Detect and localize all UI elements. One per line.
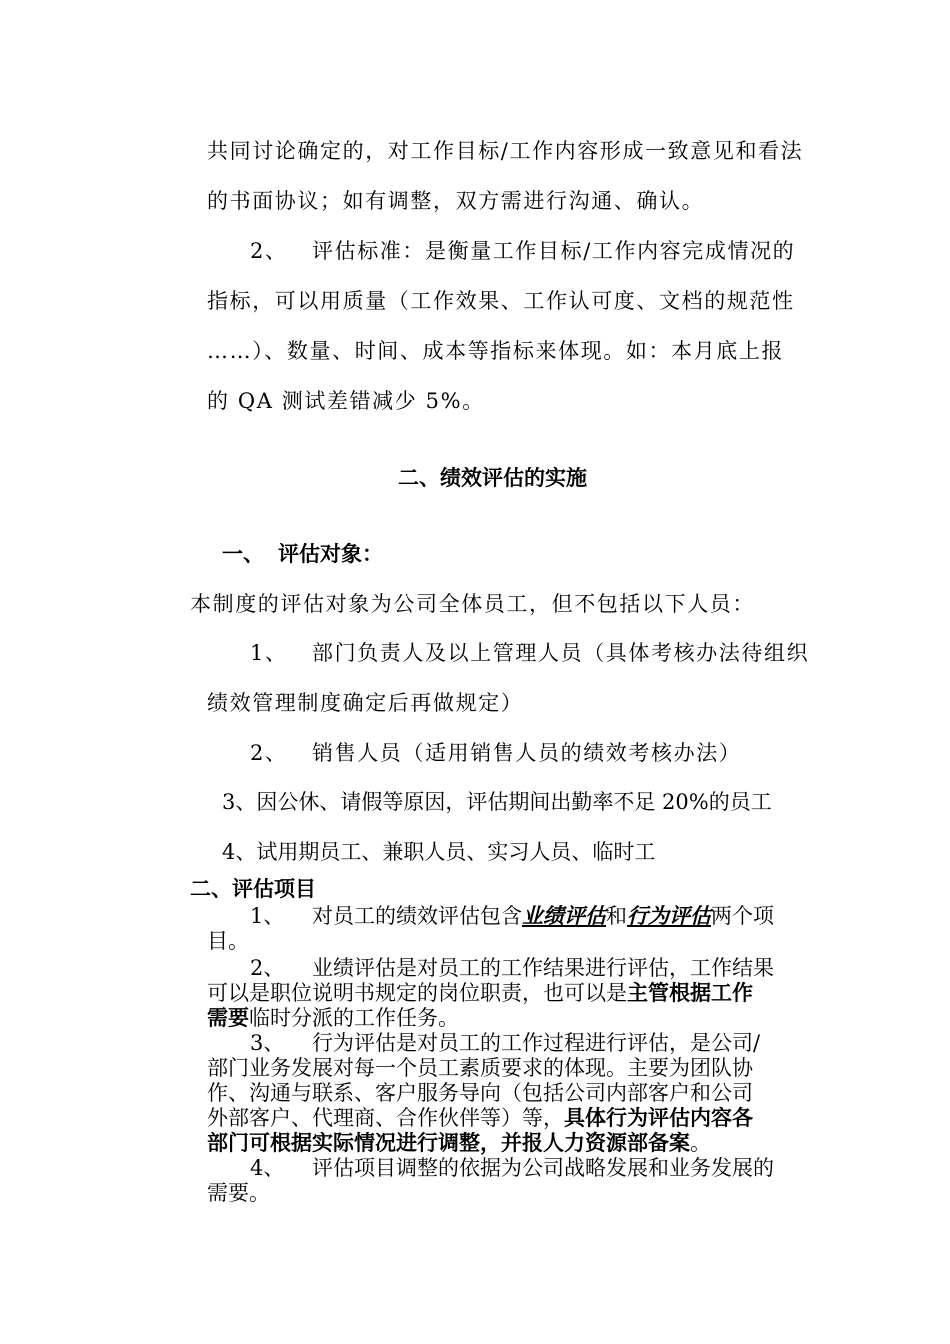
list-number: 2、 (250, 741, 288, 765)
paragraph-line (207, 1006, 459, 1030)
paragraph-line: 作、沟通与联系、客户服务导向（包括公司内部客户和公司 (207, 1081, 753, 1105)
list-number: 2、 (250, 239, 288, 263)
list-number: 2、 (250, 956, 285, 980)
paragraph-line: 指标，可以用质量（工作效果、工作认可度、文档的规范性 (207, 289, 795, 313)
paragraph-line (207, 1106, 753, 1130)
list-number: 3、 (250, 1031, 285, 1055)
list-text: 部门负责人及以上管理人员（具体考核办法待组织 (312, 641, 810, 665)
text: 。 (690, 1131, 711, 1155)
list-item-2 (250, 239, 795, 263)
list-item-3: 3、因公休、请假等原因，评估期间出勤率不足 20%的员工 (222, 790, 772, 814)
subsection-heading (222, 542, 383, 566)
list-item-4: 4、试用期员工、兼职人员、实习人员、临时工 (222, 840, 656, 864)
list-item-1 (250, 641, 809, 665)
list-text: 评估项目调整的依据为公司战略发展和业务发展的 (312, 1156, 774, 1180)
list-item-2 (250, 741, 741, 765)
list-text: 业绩评估是对员工的工作结果进行评估，工作结果 (312, 956, 774, 980)
paragraph-line: 的 QA 测试差错减少 5%。 (207, 389, 485, 413)
paragraph-line: 共同讨论确定的，对工作目标/工作内容形成一致意见和看法 (207, 139, 804, 163)
bold-text: 主管根据工作 (627, 981, 753, 1005)
list-item-1 (250, 904, 774, 928)
subsection-heading: 二、评估项目 (190, 877, 316, 901)
paragraph-line (207, 981, 753, 1005)
text: 临时分派的工作任务。 (249, 1006, 459, 1030)
list-text: 两个项 (711, 904, 774, 928)
list-item-2 (250, 956, 774, 980)
emphasis-text: 行为评估 (627, 904, 711, 928)
list-number: 4、 (250, 1156, 285, 1180)
paragraph-line: 绩效管理制度确定后再做规定） (207, 691, 524, 715)
paragraph-line: 本制度的评估对象为公司全体员工，但不包括以下人员： (190, 592, 755, 616)
paragraph-line: ……）、数量、时间、成本等指标来体现。如：本月底上报 (207, 339, 785, 363)
list-item-3 (250, 1031, 760, 1055)
paragraph-line (207, 1131, 711, 1155)
list-text: 销售人员（适用销售人员的绩效考核办法） (312, 741, 742, 765)
paragraph-line: 目。 (207, 929, 249, 953)
list-number: 1、 (250, 641, 288, 665)
list-text: 和 (606, 904, 627, 928)
heading-number: 一、 (222, 542, 264, 566)
list-item-4 (250, 1156, 774, 1180)
paragraph-line: 需要。 (207, 1181, 270, 1205)
bold-text: 具体行为评估内容各 (564, 1106, 753, 1130)
emphasis-text: 业绩评估 (522, 904, 606, 928)
bold-text: 部门可根据实际情况进行调整，并报人力资源部备案 (207, 1131, 690, 1155)
list-number: 1、 (250, 904, 285, 928)
heading-text: 评估对象： (278, 542, 383, 566)
paragraph-line: 的书面协议；如有调整，双方需进行沟通、确认。 (207, 189, 705, 213)
section-title: 二、绩效评估的实施 (398, 466, 587, 490)
list-text: 对员工的绩效评估包含 (312, 904, 522, 928)
paragraph-line: 部门业务发展对每一个员工素质要求的体现。主要为团队协 (207, 1056, 753, 1080)
list-text: 评估标准：是衡量工作目标/工作内容完成情况的 (312, 239, 796, 263)
list-text: 行为评估是对员工的工作过程进行评估，是公司/ (312, 1031, 761, 1055)
text: 可以是职位说明书规定的岗位职责，也可以是 (207, 981, 627, 1005)
text: 外部客户、代理商、合作伙伴等）等， (207, 1106, 564, 1130)
bold-text: 需要 (207, 1006, 249, 1030)
